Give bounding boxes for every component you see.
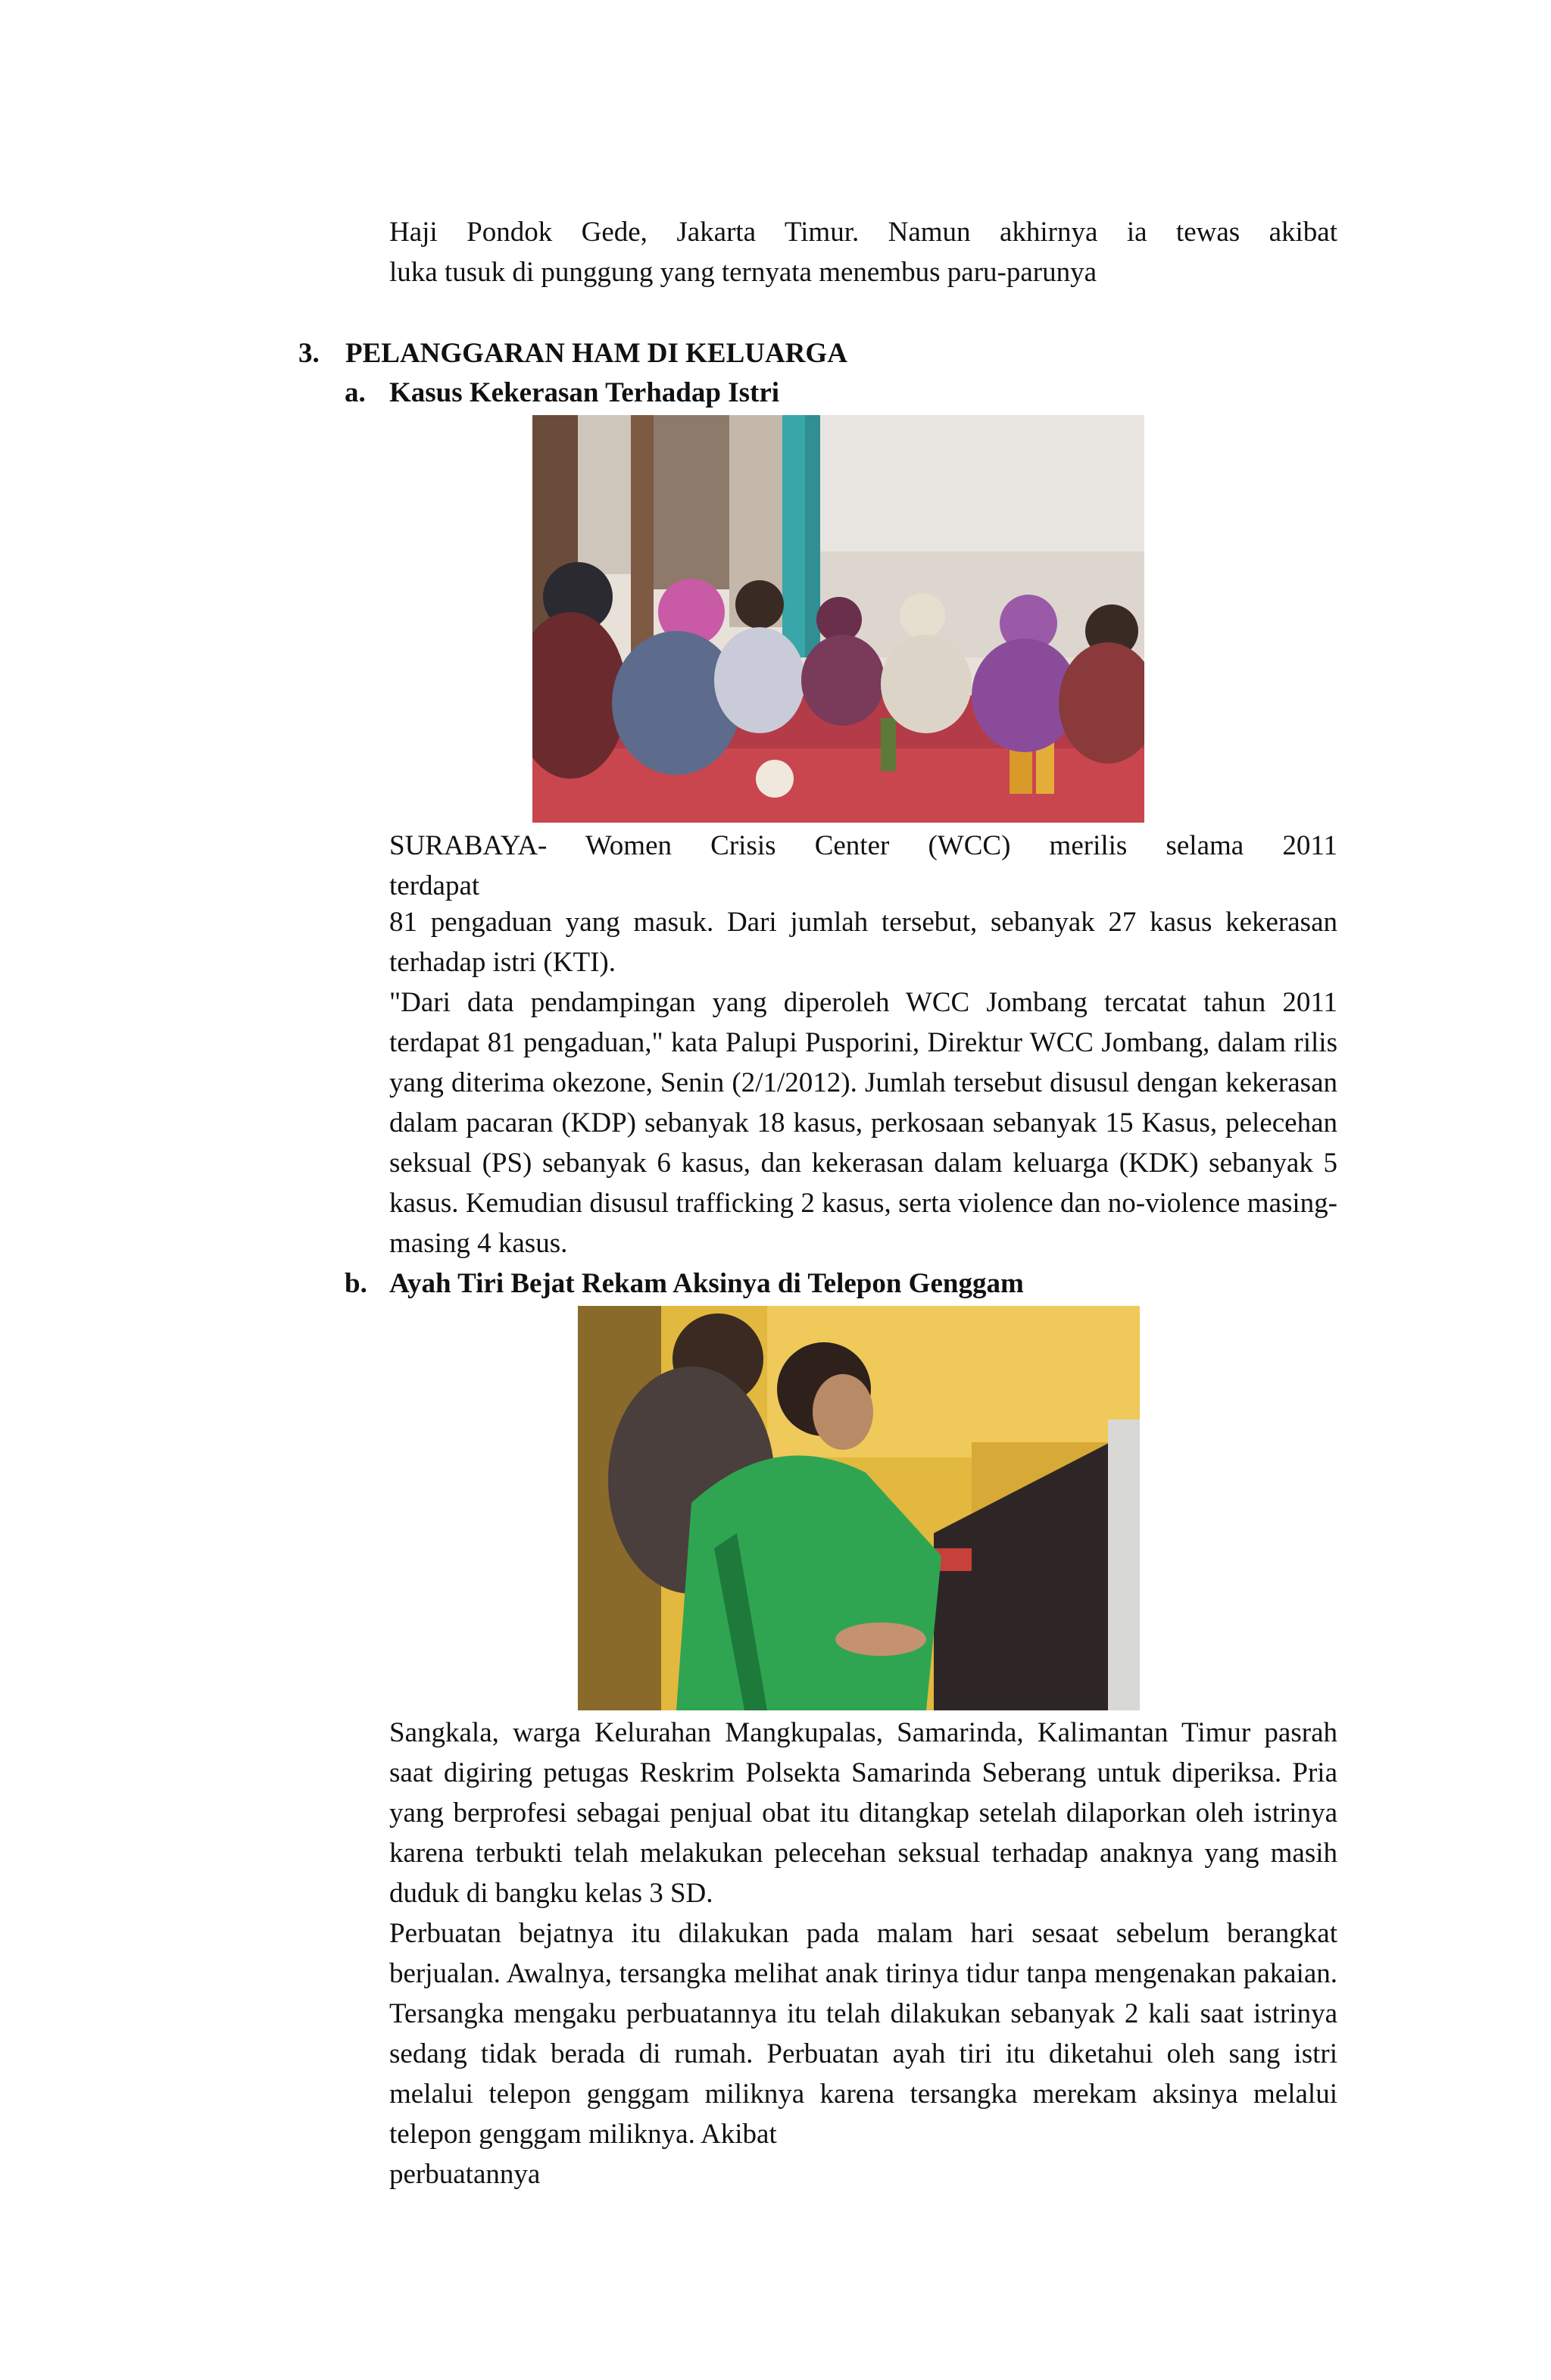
intro-line-1: Haji Pondok Gede, Jakarta Timur. Namun akhirnya ia tewas akibat: [389, 217, 1337, 248]
case-a-paragraph-1: 81 pengaduan yang masuk. Dari jumlah tersebut, sebanyak 27 kasus kekerasan terhadap istri (KTI).: [389, 907, 1337, 978]
case-b-paragraph-1: Sangkala, warga Kelurahan Mangkupalas, Samarinda, Kalimantan Timur pasrah saat digiring petugas Reskrim Polsekta Samarinda Seberang untuk diperiksa. Pria yang berprofesi sebagai penjual obat itu ditangkap setelah dilaporkan oleh istrinya karena terbukti telah melakukan pelecehan seksual terhadap anaknya yang masih duduk di bangku kelas 3 SD.: [389, 1717, 1337, 1909]
photo-group-women: [532, 415, 1144, 823]
case-b-paragraph-2-last: perbuatannya: [389, 2159, 541, 2190]
photo-man-green-shirt-image: [578, 1306, 1140, 1710]
photo-group-women-image: [532, 415, 1144, 823]
case-b-title: Ayah Tiri Bejat Rekam Aksinya di Telepon Genggam: [389, 1268, 1024, 1299]
case-a-lead: [389, 826, 1337, 906]
case-b-heading: [345, 1265, 1024, 1303]
section-number: 3.: [298, 338, 320, 369]
photo-man-green-shirt: [578, 1306, 1140, 1710]
case-a-title: Kasus Kekerasan Terhadap Istri: [389, 377, 780, 408]
intro-line-2: luka tusuk di punggung yang ternyata menembus paru-parunya: [389, 257, 1097, 288]
intro-paragraph: [389, 212, 1337, 292]
case-b-marker: b.: [345, 1268, 367, 1299]
section-heading: [298, 335, 847, 373]
case-a-heading: [345, 374, 779, 412]
case-a-paragraph-2: "Dari data pendampingan yang diperoleh WCC Jombang tercatat tahun 2011 terdapat 81 pengaduan," kata Palupi Pusporini, Direktur WCC Jombang, dalam rilis yang diterima okezone, Senin (2/1/2012). Jumlah tersebut disusul dengan kekerasan dalam pacaran (KDP) sebanyak 18 kasus, perkosaan sebanyak 15 Kasus, pelecehan seksual (PS) sebanyak 6 kasus, dan kekerasan dalam keluarga (KDK) sebanyak 5 kasus. Kemudian disusul trafficking 2 kasus, serta violence dan no-violence masing-masing 4 kasus.: [389, 987, 1337, 1259]
case-a-lead-wrap: terdapat: [389, 870, 480, 901]
case-a-lead-line: SURABAYA- Women Crisis Center (WCC) merilis selama 2011: [389, 830, 1337, 861]
case-b-paragraph-2: Perbuatan bejatnya itu dilakukan pada malam hari sesaat sebelum berangkat berjualan. Awalnya, tersangka melihat anak tirinya tidur tanpa mengenakan pakaian. Tersangka mengaku perbuatannya itu telah dilakukan sebanyak 2 kali saat istrinya sedang tidak berada di rumah. Perbuatan ayah tiri itu diketahui oleh sang istri melalui telepon genggam miliknya karena tersangka merekam aksinya melalui telepon genggam miliknya. Akibat: [389, 1918, 1337, 2150]
case-b-body: [389, 1713, 1337, 2194]
case-a-body: [389, 902, 1337, 1263]
case-a-marker: a.: [345, 377, 366, 408]
section-title: PELANGGARAN HAM DI KELUARGA: [345, 338, 847, 369]
